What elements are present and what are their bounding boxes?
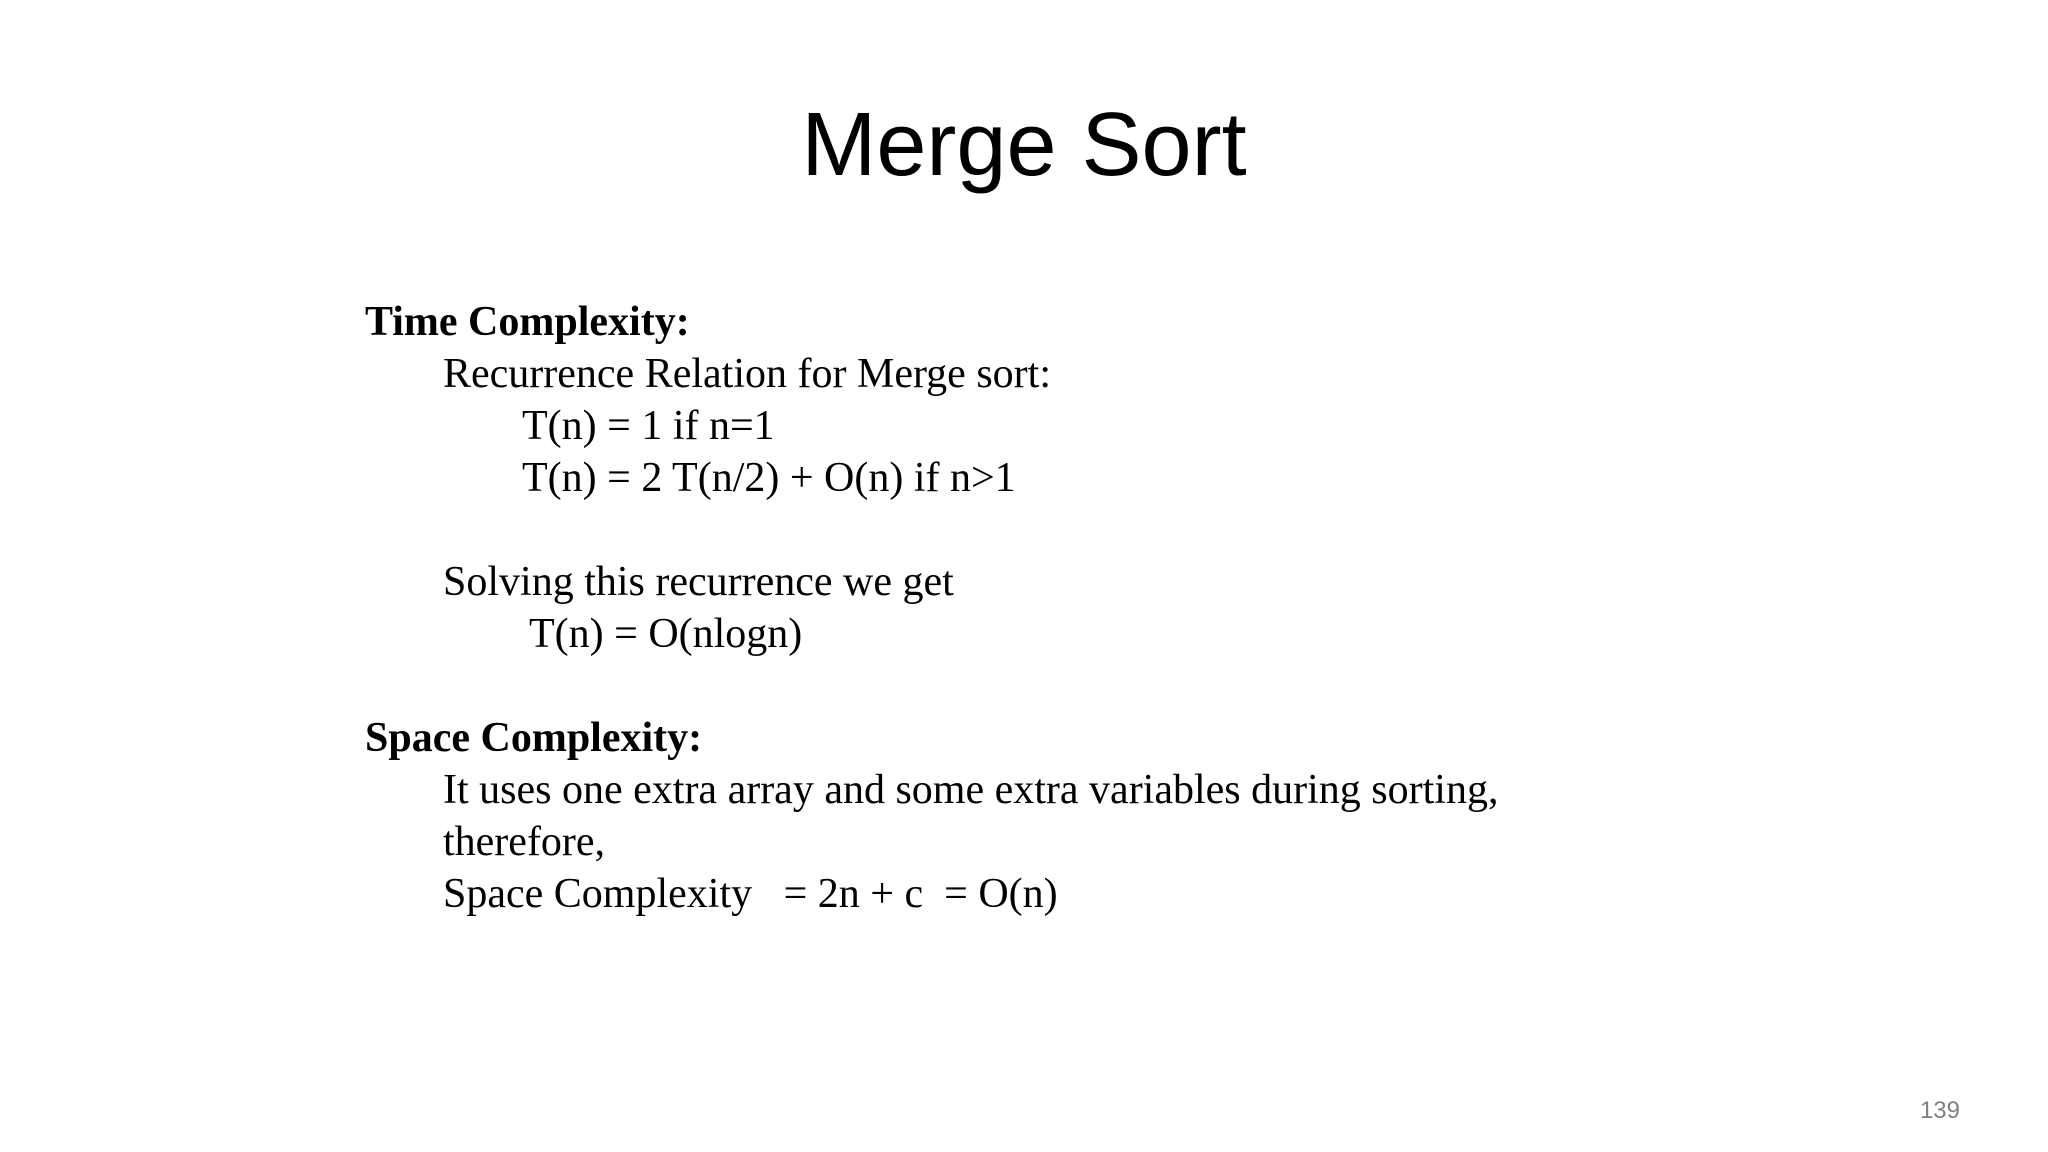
space-complexity-result: Space Complexity = 2n + c = O(n) <box>443 871 1058 917</box>
time-complexity-heading: Time Complexity: <box>365 299 690 345</box>
solving-result: T(n) = O(nlogn) <box>529 611 803 657</box>
space-complexity-heading: Space Complexity: <box>365 715 703 761</box>
solving-intro: Solving this recurrence we get <box>443 559 954 605</box>
recurrence-recursive-case: T(n) = 2 T(n/2) + O(n) if n>1 <box>522 455 1016 501</box>
recurrence-base-case: T(n) = 1 if n=1 <box>522 403 775 449</box>
space-description-line2: therefore, <box>443 819 606 865</box>
slide-title: Merge Sort <box>801 95 1247 195</box>
recurrence-intro: Recurrence Relation for Merge sort: <box>443 351 1051 397</box>
page-number: 139 <box>1919 1097 1960 1124</box>
space-description-line1: It uses one extra array and some extra variables during sorting, <box>443 767 1499 813</box>
